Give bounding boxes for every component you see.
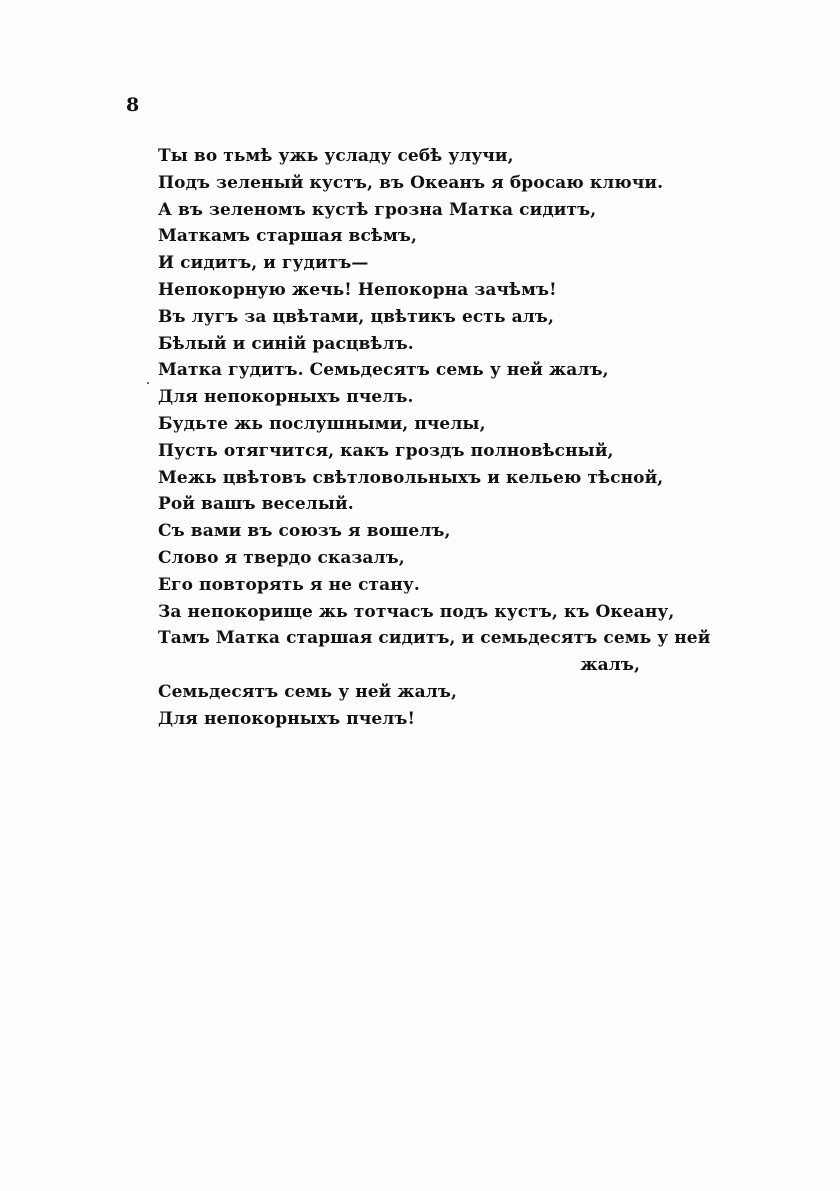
poem-line: Его повторять я не стану. <box>158 574 420 595</box>
poem-line: Для непокорныхъ пчелъ! <box>158 708 416 729</box>
poem-line: Семьдесятъ семь у ней жалъ, <box>158 681 458 702</box>
poem-line: Межь цвѣтовъ свѣтловольныхъ и кельею тѣсной, <box>158 467 664 488</box>
poem-line: Тамъ Матка старшая сидитъ, и семьдесятъ семь у ней <box>158 628 711 649</box>
poem-line: Въ лугъ за цвѣтами, цвѣтикъ есть алъ, <box>158 306 554 327</box>
poem-line: Рой вашъ веселый. <box>158 494 354 515</box>
poem-line: А въ зеленомъ кустѣ грозна Матка сидитъ, <box>158 199 597 220</box>
poem-text <box>158 143 718 733</box>
poem-line-continuation: жалъ, <box>580 655 640 676</box>
poem-line: Матка гудитъ. Семьдесятъ семь у ней жалъ, <box>158 360 609 381</box>
poem-line: Будьте жь послушными, пчелы, <box>158 413 486 434</box>
poem-line: Бѣлый и синій расцвѣлъ. <box>158 333 414 354</box>
poem-line: Для непокорныхъ пчелъ. <box>158 387 414 408</box>
poem-line: И сидитъ, и гудитъ— <box>158 253 369 274</box>
poem-line: Маткамъ старшая всѣмъ, <box>158 226 417 247</box>
poem-line: Съ вами въ союзъ я вошелъ, <box>158 521 451 542</box>
poem-line: Пусть отягчится, какъ гроздъ полновѣсный, <box>158 440 614 461</box>
stray-ink-mark <box>147 382 149 384</box>
poem-line: Ты во тьмѣ ужь усладу себѣ улучи, <box>158 146 514 166</box>
poem-line: Подъ зеленый кустъ, въ Океанъ я бросаю ключи. <box>158 172 664 193</box>
page-number: 8 <box>126 94 140 116</box>
poem-line: Слово я твердо сказалъ, <box>158 547 405 568</box>
poem-line: Непокорную жечь! Непокорна зачѣмъ! <box>158 279 557 300</box>
poem-line: За непокорище жь тотчасъ подъ кустъ, къ Океану, <box>158 601 675 622</box>
